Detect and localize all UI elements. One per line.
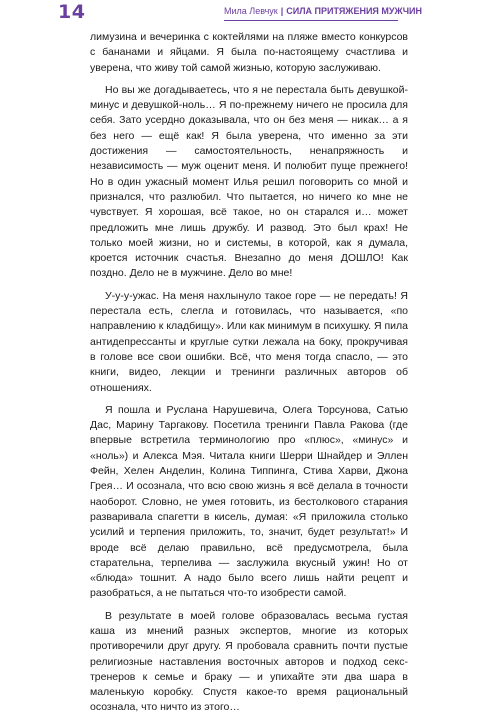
- paragraph-1: лимузина и вечеринка с коктейлями на пляже вместо конкурсов с бананами и яйцами. Я была по-настоящему счастлива и уверена, что живу той самой жизнью, которую заслуживаю.: [90, 31, 408, 74]
- header-author: Мила Левчук: [224, 6, 278, 16]
- body-text: [90, 30, 408, 723]
- header-separator: |: [280, 6, 284, 16]
- page-header: [0, 0, 500, 24]
- paragraph-3: У-у-у-ужас. На меня нахлынуло такое горе — не передать! Я перестала есть, слегла и готовилась, что называется, «по направлению к кладбищу». Или как минимум в психушку. Я пила антидепрессанты и круглые сутки лежала на боку, прокручивая в голове все свои ошибки. Всё, что меня тогда спасло, — это книги, видео, лекции и тренинги различных авторов об отношениях.: [90, 289, 408, 394]
- header-book-title: СИЛА ПРИТЯЖЕНИЯ МУЖЧИН: [286, 6, 423, 16]
- paragraph-2: Но вы же догадываетесь, что я не перестала быть девушкой-минус и девушкой-ноль… Я по-прежнему ничего не просила для себя. Зато усердно доказывала, что он без меня — никак… а я без него — ещё как! Я была уверена, что именно за эти достижения — самостоятельность, ненапряжность и независимость — муж оценит меня. И полюбит пуще прежнего! Но в один ужасный момент Илья решил поговорить со мной и признался, что разлюбил. Что пытается, но ничего ко мне не чувствует. Я хорошая, всё такое, но он старался и… может предложить мне лишь дружбу. И развод. Это был крах! Не только моей жизни, но и системы, в которой, как я думала, кроется источник счастья. Внезапно до меня ДОШЛО! Как поздно. Дело не в мужчине. Дело во мне!: [90, 83, 408, 280]
- page-number: 14: [58, 1, 86, 23]
- header-rule: [224, 20, 398, 21]
- paragraph-4: Я пошла и Руслана Нарушевича, Олега Торсунова, Сатью Дас, Марину Таргакову. Посетила тренинги Павла Ракова (где впервые встретила терминологию про «плюс», «минус» и «ноль») и Алекса Мэя. Читала книги Шерри Шнайдер и Эллен Фейн, Хелен Анделин, Колина Типпинга, Стива Харви, Джона Грея… И осознала, что всю свою жизнь я всё делала в точности наоборот. Словно, не умея готовить, из бестолкового старания разваривала спагетти в кисель, думая: «Я приложила столько усилий и терпения приложить, то, значит, будет результат!» И вроде всё делаю правильно, всё предусмотрела, была старательна, терпелива — заслужила вкусный ужин! Но от «блюда» тошнит. А надо было всего лишь найти рецепт и разобраться, а не пытаться что-то изобрести самой.: [90, 403, 408, 600]
- paragraph-5: В результате в моей голове образовалась весьма густая каша из мнений разных экспертов, многие из которых противоречили друг другу. Я пробовала сравнить почти пустые религиозные наставления восточных авторов и подход секс-тренеров к семье и браку — и упихайте эти два шара в маленькую коробку. Спустя какое-то время рациональный осознала, что ничто из этого…: [90, 609, 408, 714]
- running-header: [224, 6, 422, 16]
